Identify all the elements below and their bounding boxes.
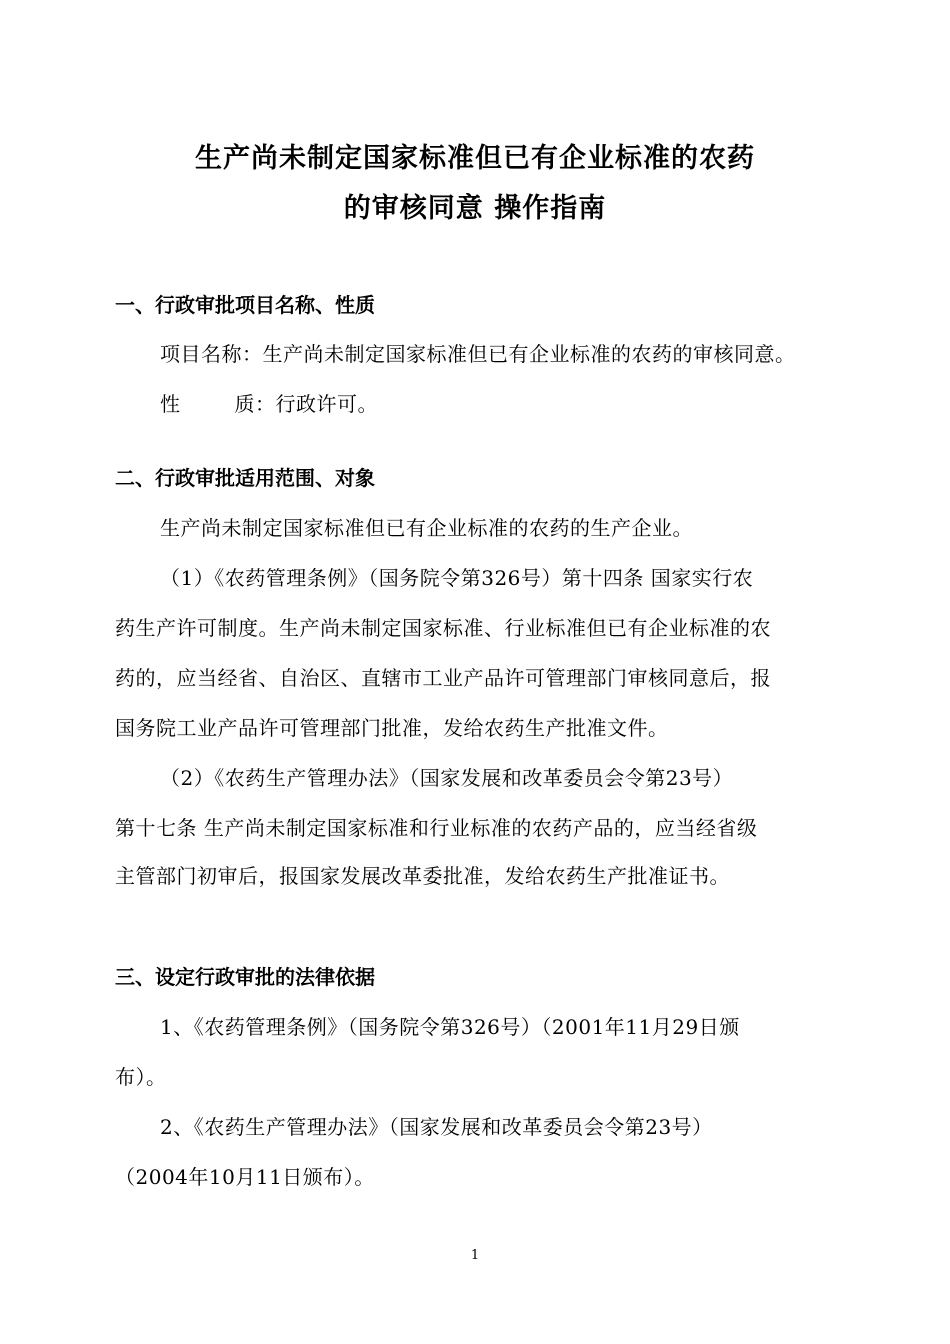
- law-item1-line: 1、《农药管理条例》（国务院令第326号）（2001年11月29日颁: [160, 1015, 740, 1039]
- section3-heading: 三、设定行政审批的法律依据: [115, 965, 375, 989]
- scope-line: 生产尚未制定国家标准但已有企业标准的农药的生产企业。: [160, 516, 693, 540]
- document-title-line2: 的审核同意 操作指南: [343, 193, 607, 224]
- project-nature-line: [160, 388, 378, 417]
- section2-heading: 二、行政审批适用范围、对象: [115, 466, 375, 490]
- law-item1-line: 布）。: [115, 1065, 167, 1089]
- law-item2-line: （2004年10月11日颁布）。: [115, 1165, 375, 1189]
- project-name-line: 项目名称：生产尚未制定国家标准但已有企业标准的农药的审核同意。: [160, 342, 796, 366]
- p2-line: 主管部门初审后，报国家发展改革委批准，发给农药生产批准证书。: [115, 864, 730, 888]
- law-item2-line: 2、《农药生产管理办法》（国家发展和改革委员会令第23号）: [160, 1115, 713, 1139]
- p1-line: 国务院工业产品许可管理部门批准，发给农药生产批准文件。: [115, 716, 669, 740]
- nature-label-b: 质：行政许可。: [234, 392, 378, 416]
- section1-heading: 一、行政审批项目名称、性质: [115, 293, 375, 317]
- page-number: 1: [470, 1248, 480, 1263]
- p1-line: （1）《农药管理条例》（国务院令第326号）第十四条 国家实行农: [160, 566, 754, 590]
- p2-line: 第十七条 生产尚未制定国家标准和行业标准的农药产品的，应当经省级: [115, 816, 758, 840]
- p2-line: （2）《农药生产管理办法》（国家发展和改革委员会令第23号）: [160, 766, 734, 790]
- nature-label-a: 性: [160, 392, 181, 416]
- document-title-line1: 生产尚未制定国家标准但已有企业标准的农药: [195, 143, 755, 174]
- p1-line: 药生产许可制度。生产尚未制定国家标准、行业标准但已有企业标准的农: [115, 616, 771, 640]
- p1-line: 药的，应当经省、自治区、直辖市工业产品许可管理部门审核同意后，报: [115, 666, 771, 690]
